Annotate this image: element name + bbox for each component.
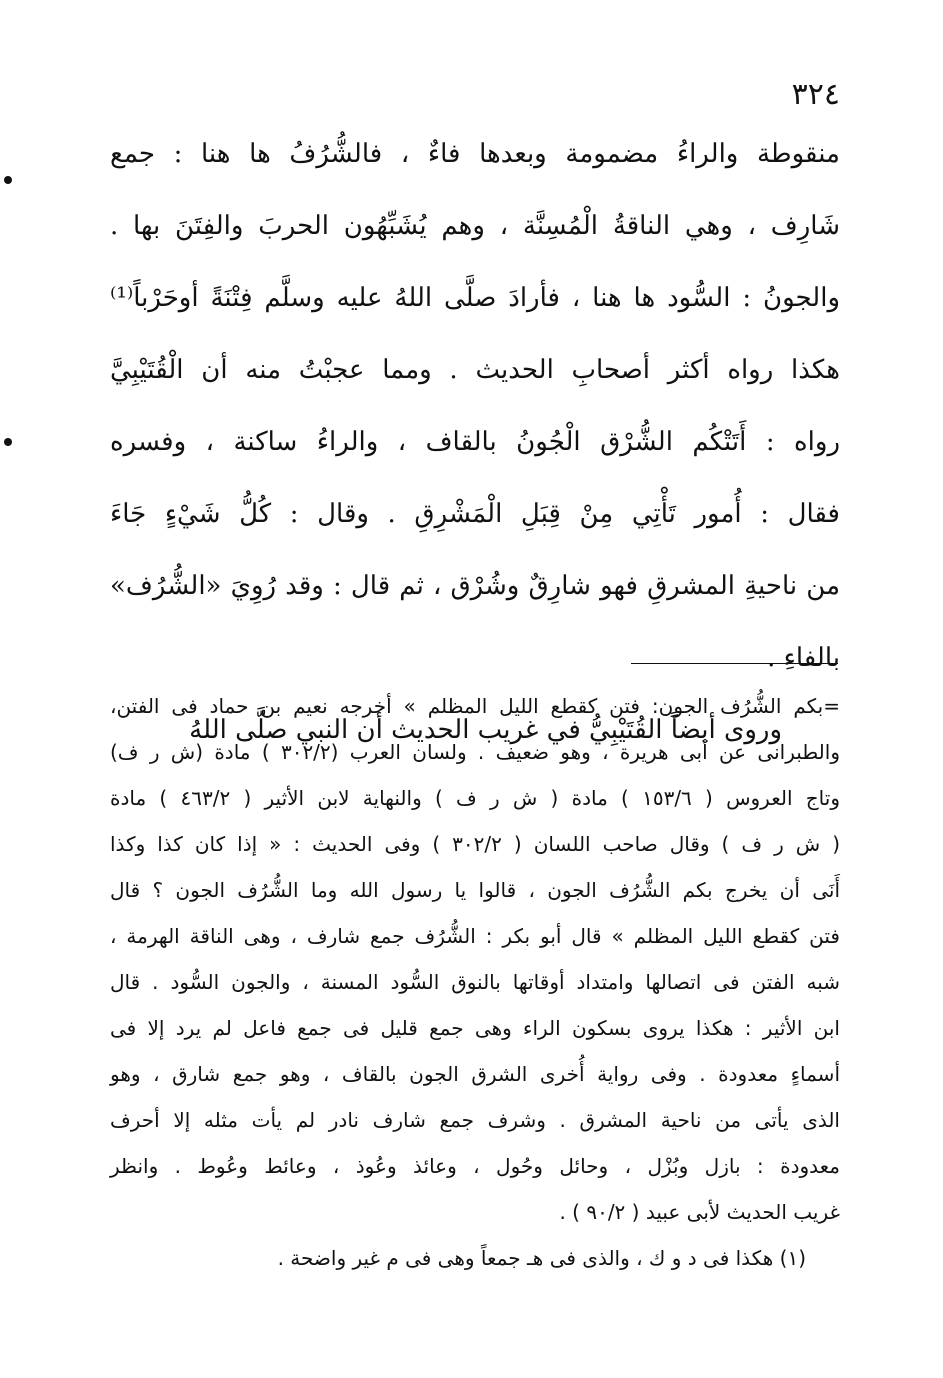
footnote-1: (١) هكذا فى د و ك ، والذى فى هـ جمعاً وهى فى م غير واضحة . xyxy=(277,1246,806,1270)
text-line: والجونُ : السُّود ها هنا ، فأرادَ صلَّى اللهُ عليه وسلَّم فِتْنَةً أوحَرْباً⁽¹⁾ xyxy=(110,283,840,313)
footnote-line: ابن الأثير : هكذا يروى بسكون الراء وهى جمع قليل فى جمع فاعل لم يرد إلا فى xyxy=(110,1016,840,1040)
text-line: هكذا رواه أكثر أصحابِ الحديث . ومما عجبْتُ منه أن الْقُتَيْبِيَّ xyxy=(110,355,840,385)
footnote-line: الذى يأتى من ناحية المشرق . وشرف جمع شارف نادر لم يأت مثله إلا أحرف xyxy=(110,1108,840,1132)
text-line: بالفاءِ . xyxy=(767,643,840,673)
footnote-line: أَنَى أن يخرج بكم الشُّرُف الجون ، قالوا يا رسول الله وما الشُّرُف الجون ؟ قال xyxy=(110,878,840,902)
paragraph-start: وروى أيضاً القُتَيْبِيُّ في غريب الحديث أن النبي صلَّى اللهُ xyxy=(189,715,782,745)
footnote-line: =بكم الشُّرُف الجون: فتن كقطع الليل المظلم » أخرجه نعيم بن حماد فى الفتن، xyxy=(110,694,840,718)
footnotes xyxy=(110,683,840,1281)
footnote-line: وتاج العروس ( ١٥٣/٦ ) مادة ( ش ر ف ) والنهاية لابن الأثير ( ٤٦٣/٢ ) مادة xyxy=(110,786,840,810)
edge-speck xyxy=(4,176,12,184)
footnote-line: ( ش ر ف ) وقال صاحب اللسان ( ٣٠٢/٢ ) وفى الحديث : « إذا كان كذا وكذا xyxy=(110,832,840,856)
footnote-line: أسماءٍ معدودة . وفى رواية أُخرى الشرق الجون بالقاف ، وهو جمع شارق ، وهو xyxy=(110,1062,840,1086)
text-line: شَارِف ، وهي الناقةُ الْمُسِنَّة ، وهم يُشَبِّهُون الحربَ والفِتَنَ بها . xyxy=(110,211,840,241)
footnote-line: فتن كقطع الليل المظلم » قال أبو بكر : الشُّرُف جمع شارف ، وهى الناقة الهرمة ، xyxy=(110,924,840,948)
text-line: رواه : أَتَتْكُم الشُّرْق الْجُونُ بالقاف ، والراءُ ساكنة ، وفسره xyxy=(110,427,840,457)
edge-speck xyxy=(4,438,12,446)
footnote-line: غريب الحديث لأبى عبيد ( ٩٠/٢ ) . xyxy=(559,1200,840,1224)
footnote-separator xyxy=(631,663,838,664)
footnote-line: والطبرانى عن أبى هريرة ، وهو ضعيف . ولسان العرب (٣٠٢/٢ ) مادة (ش ر ف) xyxy=(110,740,840,764)
text-line: منقوطة والراءُ مضمومة وبعدها فاءٌ ، فالشُّرُفُ ها هنا : جمع xyxy=(110,139,840,169)
page-number: ٣٢٤ xyxy=(791,77,840,112)
footnote-line: معدودة : بازل وبُزْل ، وحائل وحُول ، وعائذ وعُوذ ، وعائط وعُوط . وانظر xyxy=(110,1154,840,1178)
text-line: فقال : أُمور تَأْتِي مِنْ قِبَلِ الْمَشْرِقِ . وقال : كُلُّ شَيْءٍ جَاءَ xyxy=(110,499,840,529)
footnote-line: شبه الفتن فى اتصالها وامتداد أوقاتها بالنوق السُّود المسنة ، والجون السُّود . قال xyxy=(110,970,840,994)
text-line: من ناحيةِ المشرقِ فهو شارِقٌ وشُرْق ، ثم قال : وقد رُوِيَ «الشُّرُف» xyxy=(110,571,840,601)
main-text xyxy=(110,118,840,766)
